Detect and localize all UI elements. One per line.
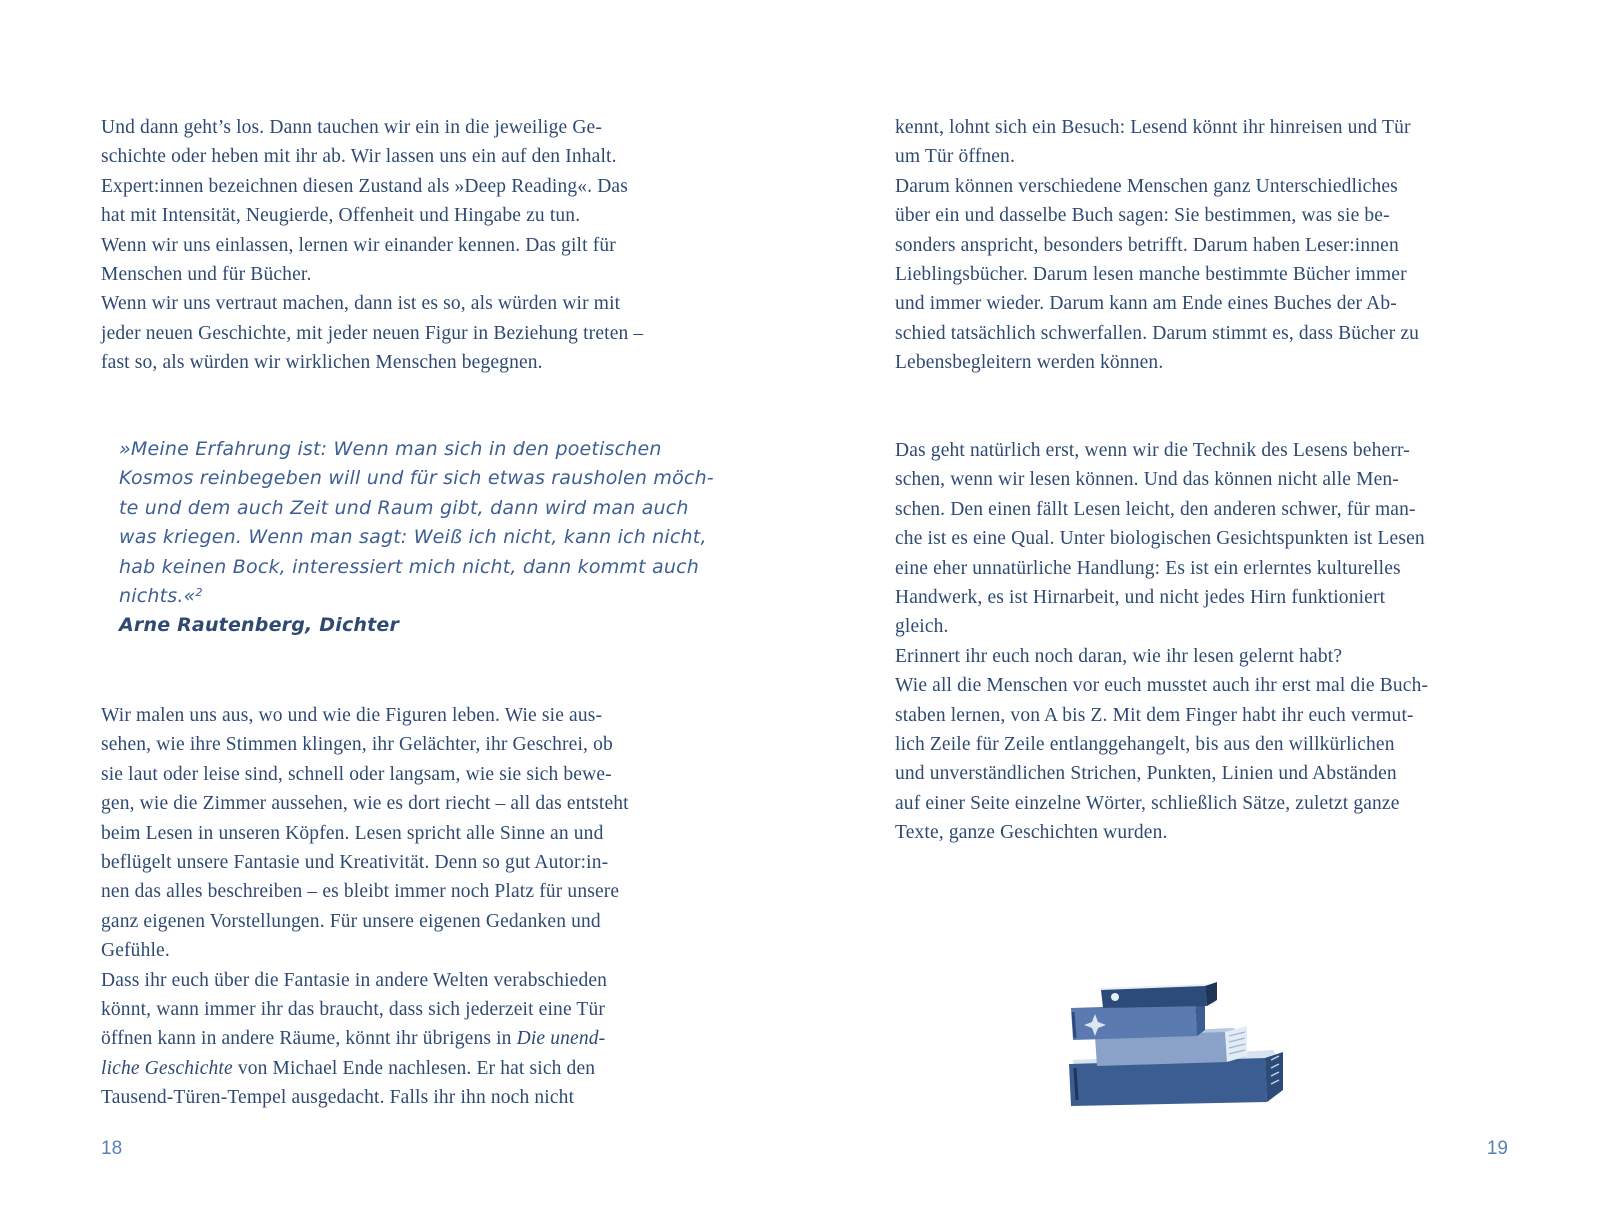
text-line: sie laut oder leise sind, schnell oder langsam, wie sie sich bewe-: [101, 763, 612, 785]
text-line: Lieblingsbücher. Darum lesen manche bestimmte Bücher immer: [895, 264, 1407, 286]
text-line: Dass ihr euch über die Fantasie in andere Welten verabschieden: [101, 969, 608, 991]
quote-end-text: nichts.«: [119, 585, 196, 608]
text-segment: von Michael Ende nachlesen. Er hat sich den: [232, 1057, 596, 1079]
text-line: beflügelt unsere Fantasie und Kreativität. Denn so gut Autor:in-: [101, 852, 609, 874]
book-title-italic: liche Geschichte: [101, 1057, 233, 1079]
text-line: gen, wie die Zimmer aussehen, wie es dort riecht – all das entsteht: [101, 793, 629, 815]
left-paragraph-1: [101, 113, 643, 378]
text-line: sehen, wie ihre Stimmen klingen, ihr Gelächter, ihr Geschrei, ob: [101, 734, 613, 756]
text-segment: öffnen kann in andere Räume, könnt ihr übrigens in: [101, 1028, 517, 1050]
text-line: Wenn wir uns einlassen, lernen wir einander kennen. Das gilt für: [101, 234, 616, 256]
right-paragraph-1: [895, 113, 1419, 378]
text-line: Menschen und für Bücher.: [101, 264, 312, 286]
quote-line: te und dem auch Zeit und Raum gibt, dann wird man auch: [119, 496, 689, 519]
text-line: um Tür öffnen.: [895, 146, 1015, 168]
text-line: Gefühle.: [101, 940, 170, 962]
text-line: staben lernen, von A bis Z. Mit dem Finger habt ihr euch vermut-: [895, 704, 1414, 726]
text-line: über ein und dasselbe Buch sagen: Sie bestimmen, was sie be-: [895, 205, 1390, 227]
text-line: kennt, lohnt sich ein Besuch: Lesend könnt ihr hinreisen und Tür: [895, 117, 1411, 138]
text-line: auf einer Seite einzelne Wörter, schließlich Sätze, zuletzt ganze: [895, 792, 1400, 814]
text-line: könnt, wann immer ihr das braucht, dass sich jederzeit eine Tür: [101, 999, 606, 1021]
text-line: schen, wenn wir lesen können. Und das können nicht alle Men-: [895, 469, 1399, 491]
left-paragraph-2: [101, 701, 629, 1113]
text-line: [101, 1054, 629, 1083]
text-line: fast so, als würden wir wirklichen Menschen begegnen.: [101, 352, 543, 374]
text-line: sonders anspricht, besonders betrifft. Darum haben Leser:innen: [895, 234, 1399, 256]
text-line: Wenn wir uns vertraut machen, dann ist es so, als würden wir mit: [101, 293, 621, 315]
quote-block: [119, 435, 714, 641]
quote-line: Kosmos reinbegeben will und für sich etwas rausholen möch-: [119, 467, 714, 490]
book-title-italic: Die unend-: [516, 1028, 606, 1050]
text-line: Wie all die Menschen vor euch musstet auch ihr erst mal die Buch-: [895, 675, 1429, 697]
text-line: Expert:innen bezeichnen diesen Zustand als »Deep Reading«. Das: [101, 175, 628, 197]
quote-author: Arne Rautenberg, Dichter: [119, 614, 400, 637]
text-line: schichte oder heben mit ihr ab. Wir lassen uns ein auf den Inhalt.: [101, 146, 617, 168]
text-line: und immer wieder. Darum kann am Ende eines Buches der Ab-: [895, 293, 1397, 315]
footnote-marker[interactable]: 2: [195, 586, 203, 600]
text-line: lich Zeile für Zeile entlanggehangelt, bis aus den willkürlichen: [895, 734, 1395, 756]
quote-line: hab keinen Bock, interessiert mich nicht, dann kommt auch: [119, 555, 699, 578]
text-line: hat mit Intensität, Neugierde, Offenheit und Hingabe zu tun.: [101, 205, 581, 227]
text-line: [101, 1024, 629, 1053]
text-line: Wir malen uns aus, wo und wie die Figuren leben. Wie sie aus-: [101, 705, 603, 726]
text-line: jeder neuen Geschichte, mit jeder neuen Figur in Beziehung treten –: [101, 322, 644, 344]
text-line: schen. Den einen fällt Lesen leicht, den anderen schwer, für man-: [895, 498, 1416, 520]
text-line: nen das alles beschreiben – es bleibt immer noch Platz für unsere: [101, 881, 620, 903]
text-line: Darum können verschiedene Menschen ganz Unterschiedliches: [895, 175, 1398, 197]
quote-last-line: [119, 582, 714, 611]
text-line: Erinnert ihr euch noch daran, wie ihr lesen gelernt habt?: [895, 645, 1343, 667]
text-line: ganz eigenen Vorstellungen. Für unsere eigenen Gedanken und: [101, 910, 601, 932]
text-line: Handwerk, es ist Hirnarbeit, und nicht jedes Hirn funktioniert: [895, 587, 1386, 609]
text-line: schied tatsächlich schwerfallen. Darum stimmt es, dass Bücher zu: [895, 322, 1420, 344]
text-line: eine eher unnatürliche Handlung: Es ist ein erlerntes kulturelles: [895, 557, 1401, 579]
right-paragraph-2: [895, 436, 1428, 848]
text-line: Lebensbegleitern werden können.: [895, 352, 1164, 374]
text-line: gleich.: [895, 616, 949, 638]
text-line: beim Lesen in unseren Köpfen. Lesen spricht alle Sinne an und: [101, 822, 604, 844]
quote-line: »Meine Erfahrung ist: Wenn man sich in den poetischen: [119, 438, 662, 460]
text-line: che ist es eine Qual. Unter biologischen Gesichtspunkten ist Lesen: [895, 528, 1425, 550]
page-number-left: 18: [101, 1138, 123, 1159]
book-stack-icon: [1065, 978, 1295, 1108]
text-line: Das geht natürlich erst, wenn wir die Technik des Lesens beherr-: [895, 440, 1410, 461]
text-line: Tausend-Türen-Tempel ausgedacht. Falls ihr ihn noch nicht: [101, 1087, 575, 1109]
quote-line: was kriegen. Wenn man sagt: Weiß ich nicht, kann ich nicht,: [119, 526, 707, 549]
text-line: Texte, ganze Geschichten wurden.: [895, 822, 1168, 844]
text-line: und unverständlichen Strichen, Punkten, Linien und Abständen: [895, 763, 1397, 785]
page-number-right: 19: [1486, 1138, 1508, 1159]
text-line: Und dann geht’s los. Dann tauchen wir ein in die jeweilige Ge-: [101, 117, 602, 138]
